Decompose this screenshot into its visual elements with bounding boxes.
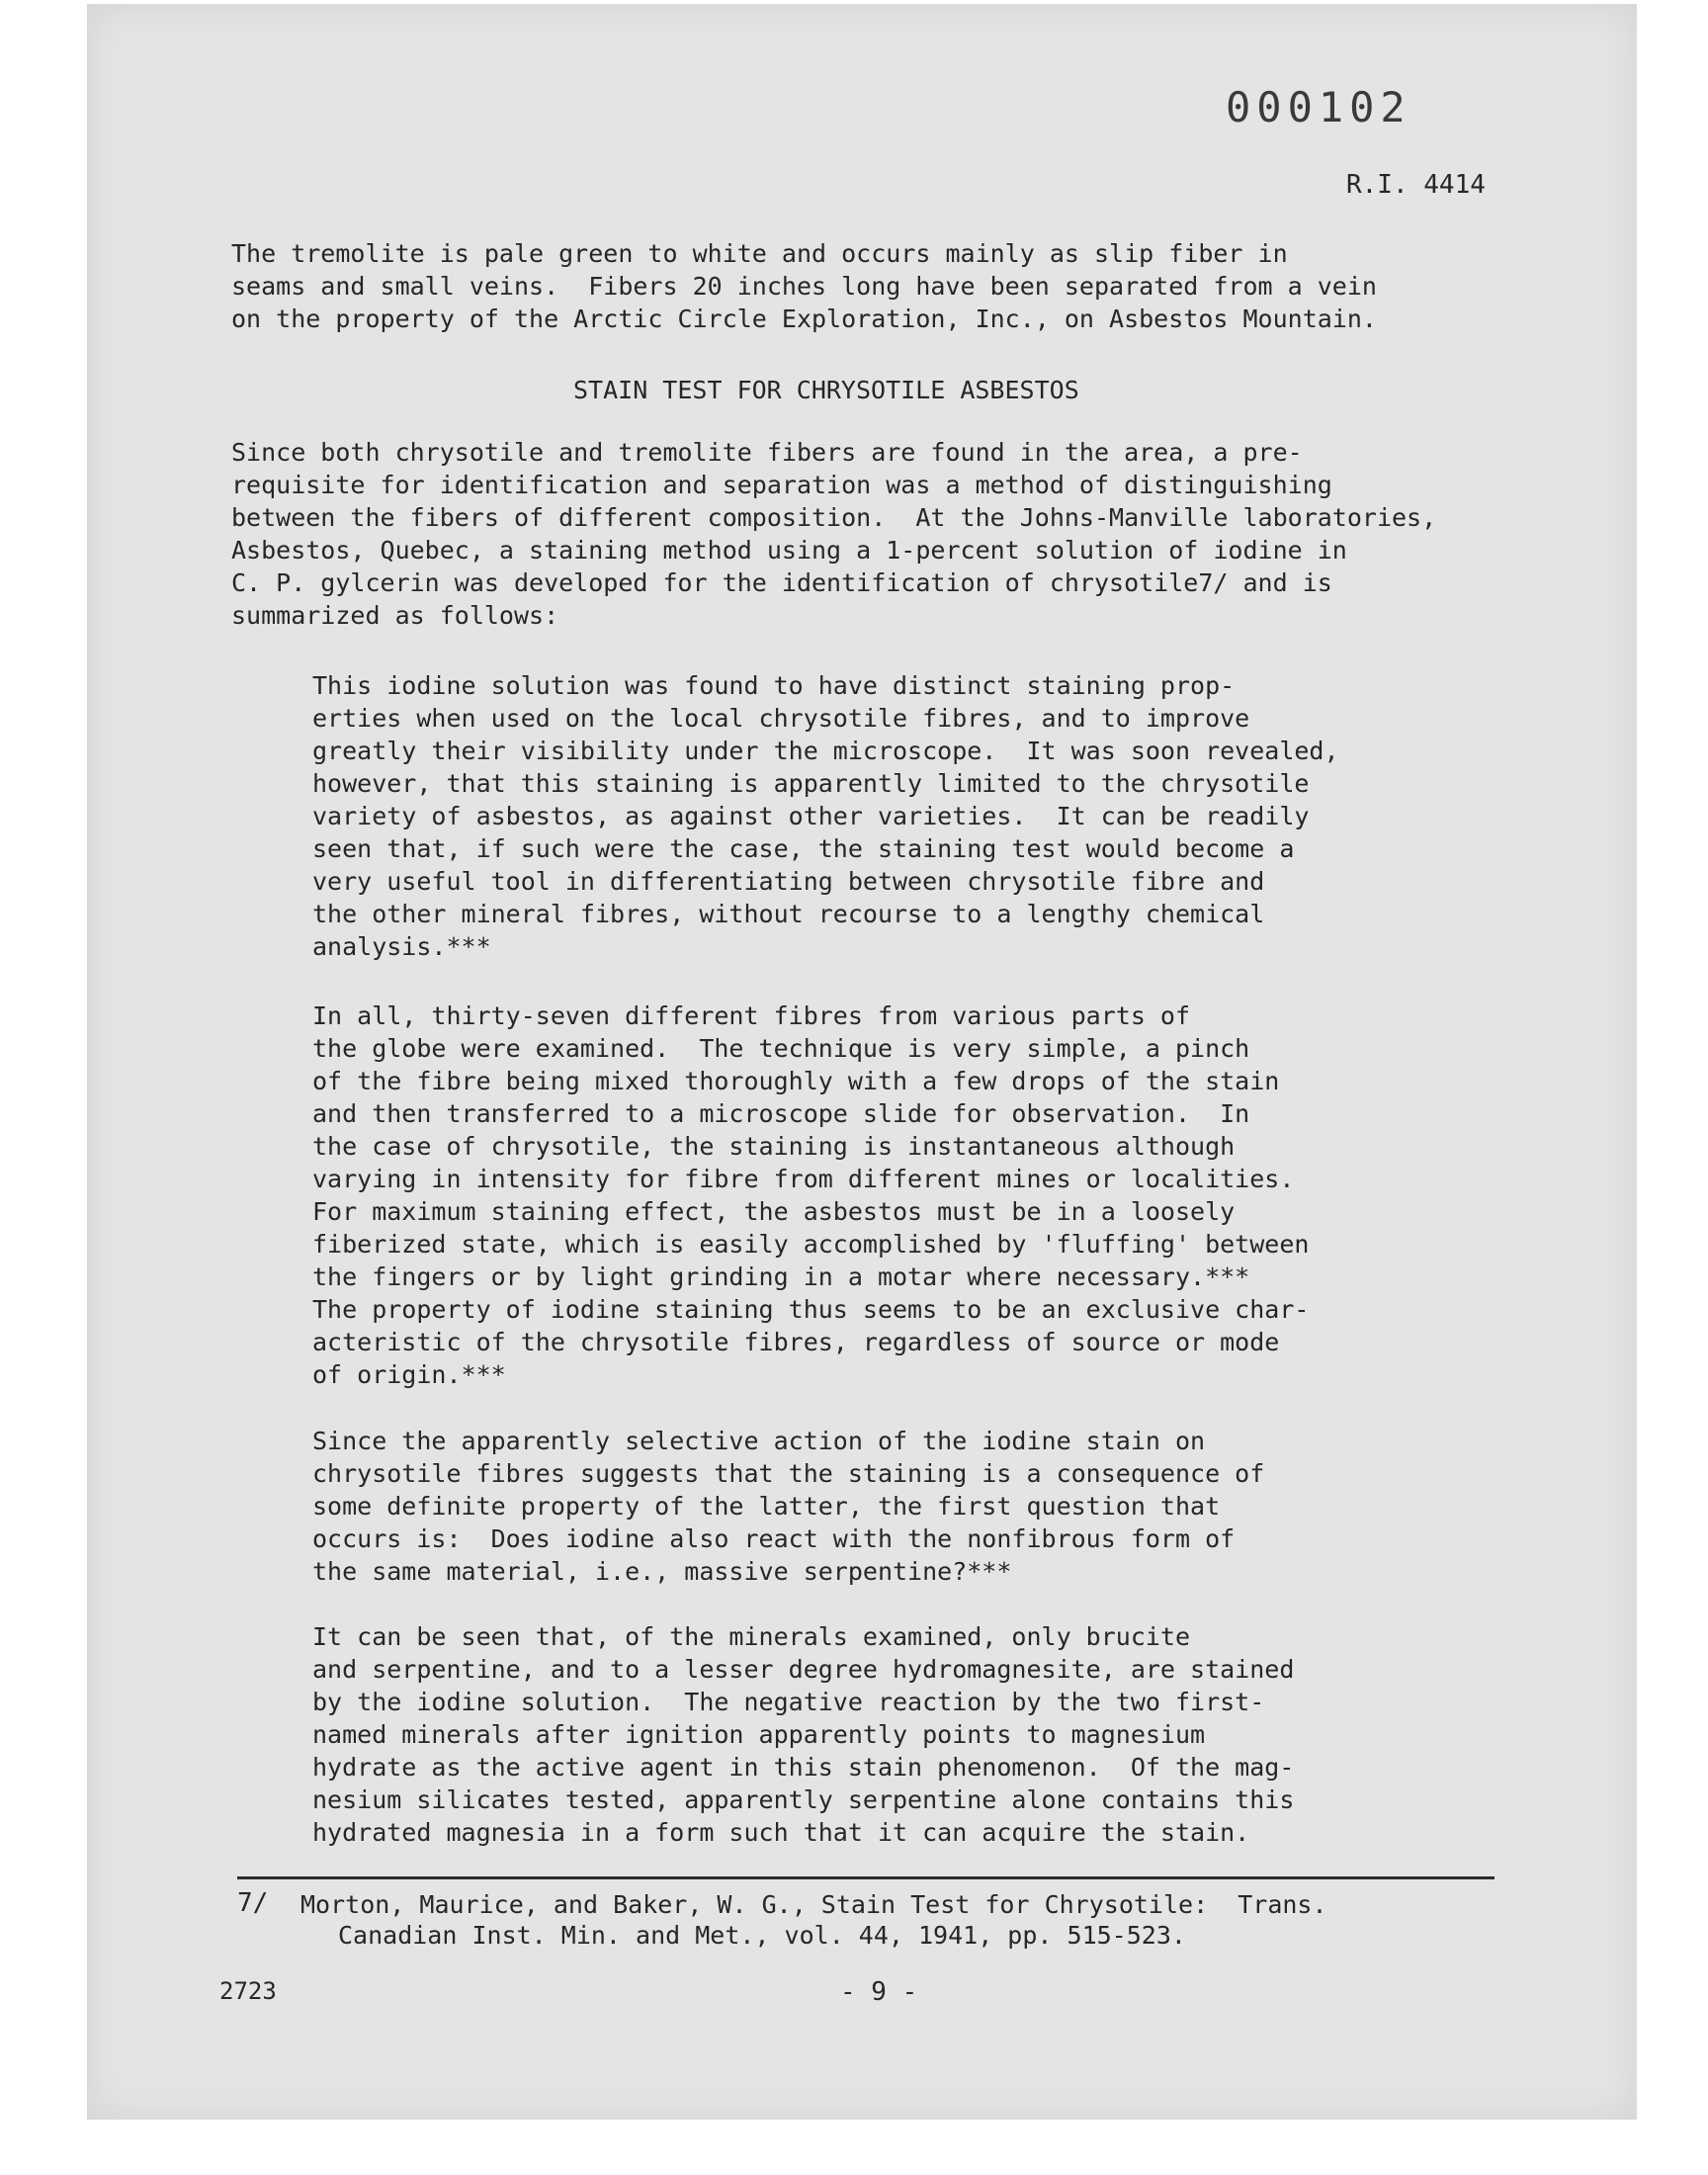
quote-line: For maximum staining effect, the asbestos must be in a loosely [312,1197,1236,1226]
quote-line: analysis.*** [312,932,491,961]
document-number-stamp: 000102 [1226,83,1411,131]
quote-line: by the iodine solution. The negative reaction by the two first- [312,1688,1265,1716]
quote-line: occurs is: Does iodine also react with the nonfibrous form of [312,1524,1236,1553]
section-paragraph [231,436,1436,632]
quote-line: some definite property of the latter, the first question that [312,1492,1221,1521]
quote-paragraph-1 [312,669,1339,963]
quote-line: of origin.*** [312,1360,506,1389]
quote-line: seen that, if such were the case, the staining test would become a [312,834,1295,863]
quote-line: variety of asbestos, as against other varieties. It can be readily [312,802,1310,830]
section-line: between the fibers of different composition. At the Johns-Manville laboratories, [231,503,1437,532]
quote-line: nesium silicates tested, apparently serpentine alone contains this [312,1785,1295,1814]
quote-line: and serpentine, and to a lesser degree hydromagnesite, are stained [312,1655,1295,1684]
section-line: C. P. gylcerin was developed for the identification of chrysotile7/ and is [231,568,1332,597]
section-line: Since both chrysotile and tremolite fibers are found in the area, a pre- [231,438,1303,467]
footnote-line-2: Canadian Inst. Min. and Met., vol. 44, 1941, pp. 515-523. [338,1921,1186,1950]
intro-line: seams and small veins. Fibers 20 inches long have been separated from a vein [231,272,1377,301]
quote-line: It can be seen that, of the minerals examined, only brucite [312,1622,1191,1651]
quote-line: acteristic of the chrysotile fibres, regardless of source or mode [312,1328,1280,1356]
quote-line: In all, thirty-seven different fibres from various parts of [312,1001,1191,1030]
quote-line: Since the apparently selective action of the iodine stain on [312,1427,1206,1455]
quote-line: named minerals after ignition apparently points to magnesium [312,1720,1206,1749]
footnote-line-1: Morton, Maurice, and Baker, W. G., Stain Test for Chrysotile: Trans. [300,1890,1327,1919]
quote-line: hydrated magnesia in a form such that it can acquire the stain. [312,1818,1250,1847]
page-number: - 9 - [840,1977,918,2007]
quote-line: The property of iodine staining thus seems to be an exclusive char- [312,1295,1310,1324]
intro-line: The tremolite is pale green to white and occurs mainly as slip fiber in [231,239,1288,268]
quote-line: the same material, i.e., massive serpentine?*** [312,1557,1012,1586]
quote-line: the case of chrysotile, the staining is instantaneous although [312,1132,1236,1161]
quote-line: hydrate as the active agent in this stain phenomenon. Of the mag- [312,1753,1295,1782]
quote-paragraph-4 [312,1620,1294,1849]
section-line: requisite for identification and separation was a method of distinguishing [231,471,1332,499]
quote-line: fiberized state, which is easily accomplished by 'fluffing' between [312,1230,1310,1259]
intro-paragraph [231,237,1377,335]
section-heading: STAIN TEST FOR CHRYSOTILE ASBESTOS [573,376,1079,404]
quote-line: and then transferred to a microscope slide for observation. In [312,1099,1250,1128]
footnote-marker: 7/ [237,1888,269,1918]
quote-line: This iodine solution was found to have distinct staining prop- [312,671,1236,700]
quote-line: the globe were examined. The technique is very simple, a pinch [312,1034,1250,1063]
quote-line: however, that this staining is apparently limited to the chrysotile [312,769,1310,798]
quote-paragraph-2 [312,1000,1309,1391]
quote-line: greatly their visibility under the microscope. It was soon revealed, [312,737,1339,765]
document-code: 2723 [219,1977,277,2005]
intro-line: on the property of the Arctic Circle Exploration, Inc., on Asbestos Mountain. [231,304,1377,333]
quote-paragraph-3 [312,1425,1264,1588]
quote-line: very useful tool in differentiating between chrysotile fibre and [312,867,1265,896]
quote-line: the fingers or by light grinding in a motar where necessary.*** [312,1262,1250,1291]
quote-line: chrysotile fibres suggests that the staining is a consequence of [312,1459,1265,1488]
quote-line: of the fibre being mixed thoroughly with a few drops of the stain [312,1067,1280,1095]
quote-line: erties when used on the local chrysotile fibres, and to improve [312,704,1250,733]
section-line: summarized as follows: [231,601,559,630]
report-id: R.I. 4414 [1346,170,1486,200]
quote-line: the other mineral fibres, without recourse to a lengthy chemical [312,900,1265,928]
footnote-divider [237,1876,1494,1879]
quote-line: varying in intensity for fibre from different mines or localities. [312,1165,1295,1193]
section-line: Asbestos, Quebec, a staining method using a 1-percent solution of iodine in [231,536,1347,565]
